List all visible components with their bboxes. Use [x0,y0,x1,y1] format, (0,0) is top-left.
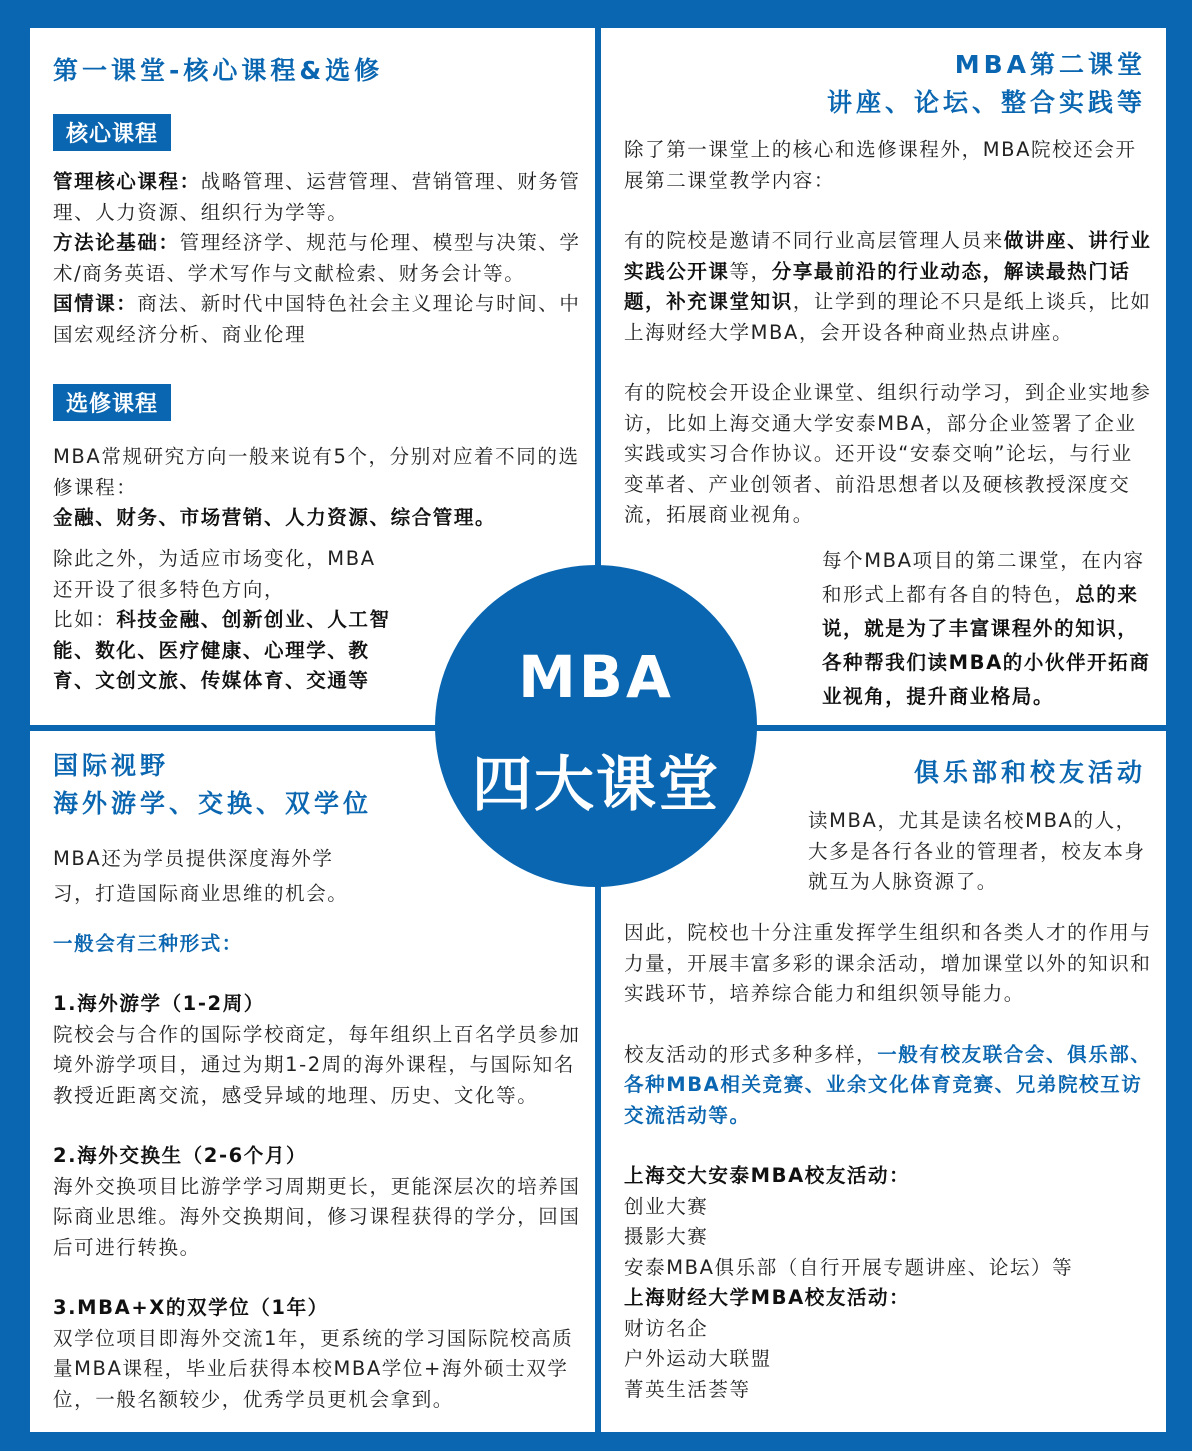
text-seg: 等， [729,259,772,283]
form-text: 双学位项目即海外交流1年，更系统的学习国际院校高质量MBA课程，毕业后获得本校MBA学位+海外硕士双学位，一般名额较少，优秀学员更机会拿到。 [53,1326,574,1411]
form-heading: 2.海外交换生（2-6个月） [53,1144,308,1167]
intro-text [53,841,393,911]
form-text: 院校会与合作的国际学校商定，每年组织上百名学员参加境外游学项目，通过为期1-2周的海外课程，与国际知名教授近距离交流，感受异域的地理、历史、文化等。 [53,1022,581,1107]
text-seg: 每个MBA项目的第二课堂，在内容和形式上都有各自的特色， [822,549,1145,606]
extra-line: 除此之外，为适应市场变化，MBA [53,547,376,570]
clubs-text [624,918,1152,1405]
list-item: 菁英生活荟等 [624,1377,751,1401]
sjtu-heading: 上海交大安泰MBA校友活动： [624,1164,911,1187]
text-seg: ，让学到的理论不只是纸上谈兵，比如上海财经大学MBA，会开设各种商业热点讲座。 [624,290,1152,344]
paragraph [624,1040,1152,1132]
forms-label: 一般会有三种形式： [53,932,243,955]
panel-title [53,747,372,823]
panel-title [827,46,1146,122]
center-title-mba: MBA [518,643,674,711]
extra-list: 科技金融、创新创业、人工智能、数化、医疗健康、心理学、教育、文创文旅、传媒体育、交通等 [53,608,391,692]
list-item: 安泰MBA俱乐部（自行开展专题讲座、论坛）等 [624,1255,1074,1279]
list-item: 摄影大赛 [624,1225,709,1248]
intro-line: 习，打造国际商业思维的机会。 [53,882,349,905]
core-courses-text [53,167,585,350]
item-text: 商法、新时代中国特色社会主义理论与时间、中国宏观经济分析、商业伦理 [53,292,581,346]
center-badge [435,565,757,887]
paragraph [624,226,1152,348]
title-line: 讲座、论坛、整合实践等 [826,88,1146,117]
panel-title: 俱乐部和校友活动 [913,758,1146,787]
text-seg: 总的来说，就是为了丰富课程外的知识，各种帮我们读MBA的小伙伴开拓商业视角，提升商业格局。 [822,583,1151,708]
forms-list [53,989,583,1415]
intro-line: MBA还为学员提供深度海外学 [53,847,334,870]
second-classroom-text [624,135,1152,531]
paragraph: 有的院校会开设企业课堂、组织行动学习，到企业实地参访，比如上海交通大学安泰MBA，部分企业签署了企业实践或实习合作协议。还开设“安泰交响”论坛，与行业变革者、产业创领者、前沿思想者以及硬核教授深度交流，拓展商业视角。 [624,381,1152,526]
center-title-four-classrooms: 四大课堂 [472,750,720,820]
form-heading: 3.MBA+X的双学位（1年） [53,1296,329,1319]
elective-text [53,442,588,534]
form-text: 海外交换项目比游学学习周期更长，更能深层次的培养国际商业思维。海外交换期间，修习课程获得的学分，回国后可进行转换。 [53,1174,581,1259]
summary-text [822,544,1152,714]
elective-courses-tag: 选修课程 [53,384,171,421]
item-text: 战略管理、运营管理、营销管理、财务管理、人力资源、组织行为学等。 [53,170,581,224]
paragraph: 除了第一课堂上的核心和选修课程外，MBA院校还会开展第二课堂教学内容： [624,138,1137,192]
extra-line: 还开设了很多特色方向， [53,577,286,601]
item-label: 管理核心课程： [53,170,201,193]
title-line: MBA第二课堂 [954,50,1146,79]
list-item: 财访名企 [624,1316,709,1340]
item-label: 方法论基础： [53,231,180,254]
text-seg: 分享最前沿的行业动态，解读最热门话题，补充课堂知识 [624,259,1131,313]
text-seg: 做讲座、讲行业实践公开课 [624,229,1152,283]
form-heading: 1.海外游学（1-2周） [53,992,265,1015]
title-line: 国际视野 [53,751,170,780]
list-item: 户外运动大联盟 [624,1347,772,1370]
core-courses-tag: 核心课程 [53,114,171,151]
elective-intro: MBA常规研究方向一般来说有5个，分别对应着不同的选修课程： [53,445,580,499]
text-seg: 有的院校是邀请不同行业高层管理人员来 [624,229,1004,252]
extra-prefix: 比如： [53,608,117,631]
paragraph: 因此，院校也十分注重发挥学生组织和各类人才的作用与力量，开展丰富多彩的课余活动，增加课堂以外的知识和实践环节，培养综合能力和组织领导能力。 [624,921,1152,1005]
elective-main: 金融、财务、市场营销、人力资源、综合管理。 [53,506,497,529]
item-text: 管理经济学、规范与伦理、模型与决策、学术/商务英语、学术写作与文献检索、财务会计等。 [53,231,581,285]
text-seg: 一般有校友联合会、俱乐部、各种MBA相关竞赛、业余文化体育竞赛、兄弟院校互访交流活动等。 [624,1042,1152,1127]
text-seg: 校友活动的形式多种多样， [624,1042,878,1066]
title-line: 海外游学、交换、双学位 [53,789,373,818]
extra-directions-text [53,544,408,697]
panel-title: 第一课堂-核心课程&选修 [53,56,384,85]
intro-text: 读MBA，尤其是读名校MBA的人，大多是各行各业的管理者，校友本身就互为人脉资源了。 [808,809,1146,893]
list-item: 创业大赛 [624,1194,709,1218]
sufe-heading: 上海财经大学MBA校友活动： [624,1286,911,1309]
item-label: 国情课： [53,292,138,315]
